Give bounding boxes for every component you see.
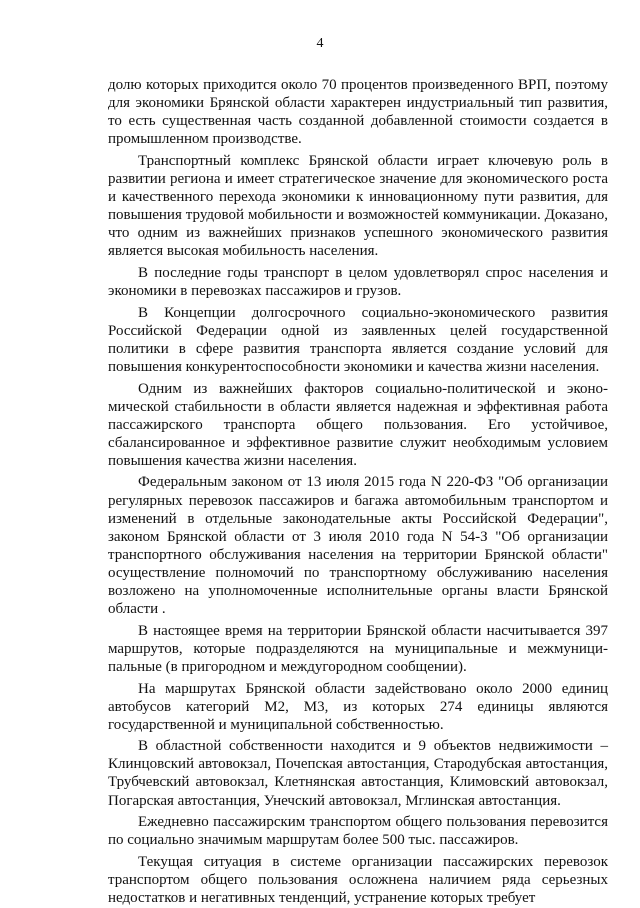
paragraph-11: Текущая ситуация в системе организации пассажирских перевозок транспортом общего пользования осложнена наличием ряда серьезных недостатков и негативных тенденций, устранение которых требует <box>108 853 608 907</box>
paragraph-8: На маршрутах Брянской области задействовано около 2000 единиц автобусов категорий М2, М3, из которых 274 единицы являются государственной и муниципальной собственностью. <box>108 680 608 733</box>
paragraph-9: В областной собственности находится и 9 объектов недвижимости – Клинцовский автовокзал, Почепская автостанция, Стародубская автостанция, Трубчевский автовокзал, Клетнянская автостанция, Климовский автовокзал, Погарская автостанция, Унечский автовокзал, Мглинская автостанция. <box>108 738 608 809</box>
paragraph-1: долю которых приходится около 70 процентов произведенного ВРП, поэтому для экономики Брянской области характерен индустриальный тип развития, то есть существенная часть созданной добавленной стоимости создается в промышленном производстве. <box>108 77 608 148</box>
document-body <box>108 76 608 908</box>
paragraph-2: Транспортный комплекс Брянской области играет ключевую роль в развитии региона и имеет стратегическое значение для экономического роста и качественного перехода экономики к инновационному пути развития, для повышения трудовой мобильности и возможностей коммуникации. Доказано, что одним из важнейших признаков успешного экономического развития является высокая мобильность населения. <box>108 152 608 260</box>
paragraph-5: Одним из важнейших факторов социально-политической и экономической стабильности в области является надежная и эффективная работа пассажирского транспорта общего пользования. Его устойчивое, сбалансированное и эффективное развитие служит необходимым условием повышения качества жизни населения. <box>108 380 608 469</box>
page-number: 4 <box>316 36 324 51</box>
paragraph-7: В настоящее время на территории Брянской области насчитывается 397 маршрутов, которые подразделяются на муниципальные и межмуниципальные (в пригородном и междугородном сообщении). <box>108 622 608 675</box>
paragraph-10: Ежедневно пассажирским транспортом общего пользования перевозится по социально значимым маршрутам более 500 тыс. пассажиров. <box>108 814 608 849</box>
paragraph-3: В последние годы транспорт в целом удовлетворял спрос населения и экономики в перевозках пассажиров и грузов. <box>108 264 608 300</box>
paragraph-6: Федеральным законом от 13 июля 2015 года N 220-ФЗ "Об организации регулярных перевозок пассажиров и багажа автомобильным транспортом и изменений в отдельные законодательные акты Российской Федерации", законом Брянской области от 3 июля 2010 года N 54-З "Об организации транспортного обслуживания населения на территории Брянской области" осуществление полномочий по транспортному обслуживанию населения возложено на уполномоченные исполнительные органы власти Брянской области . <box>108 474 608 618</box>
paragraph-4: В Концепции долгосрочного социально-экономического развития Российской Федерации одной из заявленных целей государственной политики в сфере развития транспорта является создание условий для повышения конкурентоспособности экономики и качества жизни населения. <box>108 304 608 375</box>
